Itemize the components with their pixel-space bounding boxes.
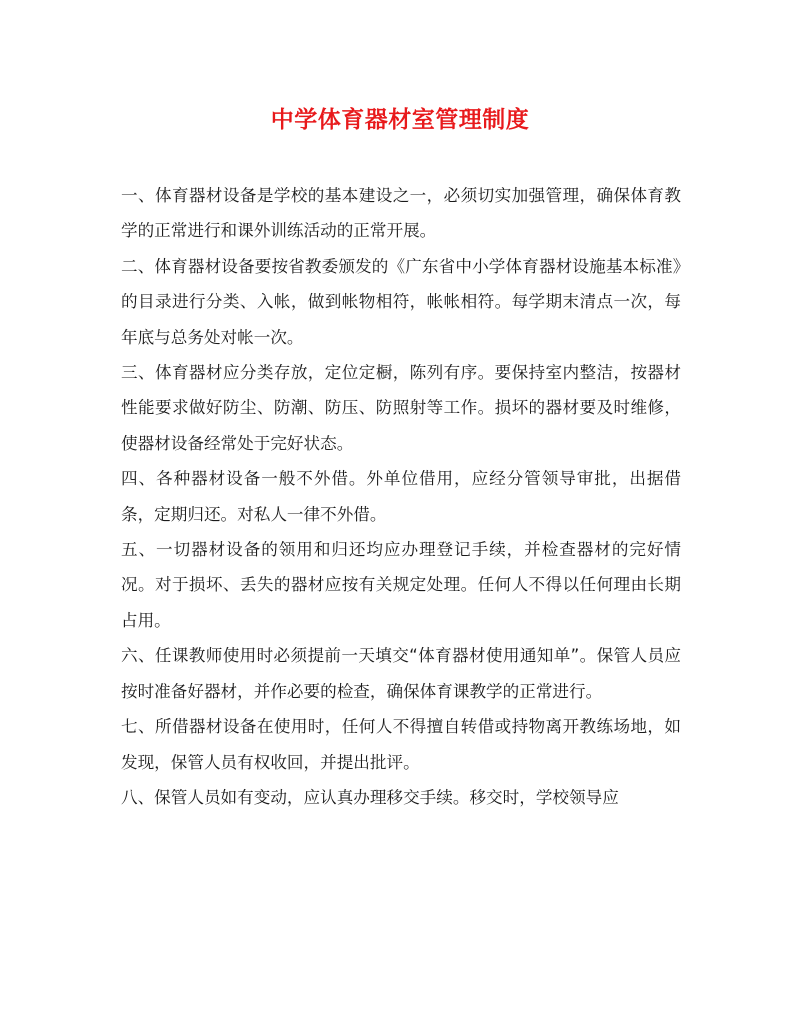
document-body [121, 178, 681, 815]
paragraph-2: 二、体育器材设备要按省教委颁发的《广东省中小学体育器材设施基本标准》的目录进行分类、入帐，做到帐物相符，帐帐相符。每学期末清点一次，每年底与总务处对帐一次。 [121, 256, 681, 347]
paragraph-7: 七、所借器材设备在使用时，任何人不得擅自转借或持物离开教练场地，如发现，保管人员有权收回，并提出批评。 [121, 717, 681, 772]
document-title: 中学体育器材室管理制度 [270, 106, 530, 133]
paragraph-5: 五、一切器材设备的领用和归还均应办理登记手续，并检查器材的完好情况。对于损坏、丢失的器材应按有关规定处理。任何人不得以任何理由长期占用。 [121, 540, 681, 630]
paragraph-3: 三、体育器材应分类存放，定位定橱，陈列有序。要保持室内整洁，按器材性能要求做好防尘、防潮、防压、防照射等工作。损坏的器材要及时维修，使器材设备经常处于完好状态。 [121, 363, 681, 453]
paragraph-6: 六、任课教师使用时必须提前一天填交“体育器材使用通知单”。保管人员应按时准备好器材，并作必要的检查，确保体育课教学的正常进行。 [121, 646, 681, 701]
paragraph-4: 四、各种器材设备一般不外借。外单位借用，应经分管领导审批，出据借条，定期归还。对私人一律不外借。 [121, 469, 681, 524]
paragraph-8: 八、保管人员如有变动，应认真办理移交手续。移交时，学校领导应 [121, 787, 619, 807]
paragraph-1: 一、体育器材设备是学校的基本建设之一，必须切实加强管理，确保体育教学的正常进行和课外训练活动的正常开展。 [121, 186, 681, 241]
